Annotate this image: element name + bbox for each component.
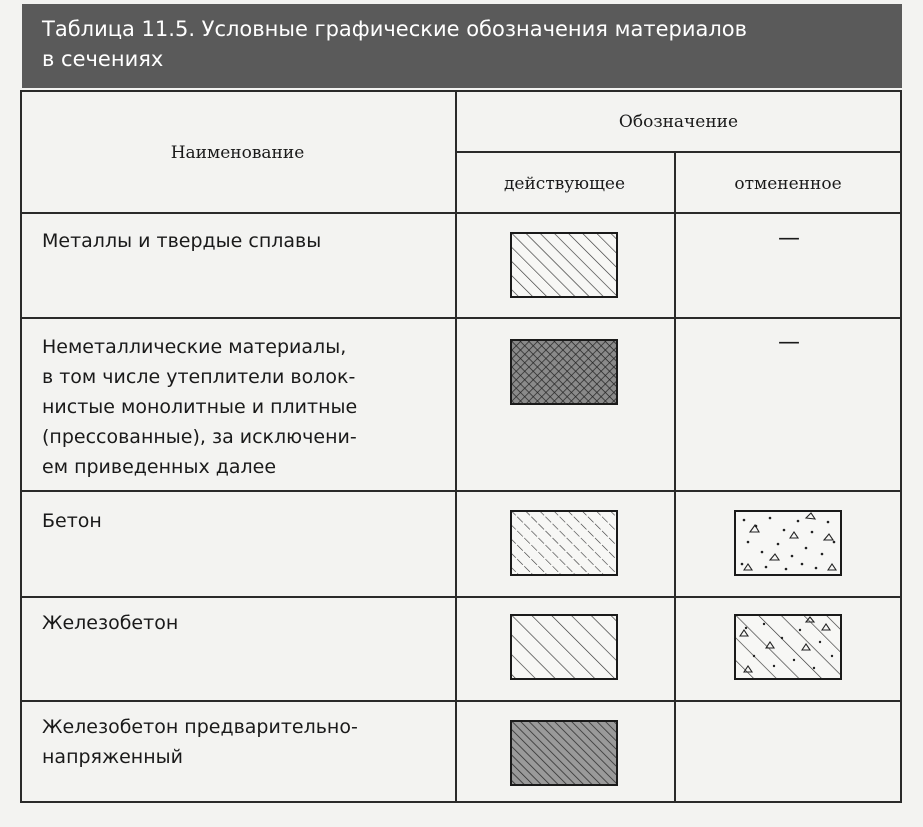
- header-subdivider: [455, 151, 902, 153]
- dots-swatch-concrete-cancelled: [734, 510, 842, 576]
- dots-triangles-pattern: [736, 512, 840, 574]
- row-2-line-5: ем приведенных далее: [42, 456, 277, 478]
- row-divider-4: [20, 700, 902, 702]
- hatch-dots-triangles-pattern: [736, 616, 840, 678]
- wide-hatch-pattern: [512, 616, 616, 678]
- header-designation: Обозначение: [618, 112, 739, 132]
- hatch-swatch-metals: [510, 232, 618, 298]
- hatch-swatch-concrete: [510, 510, 618, 576]
- row-divider-3: [20, 596, 902, 598]
- row-5-line-1: Железобетон предварительно-: [42, 716, 358, 738]
- row-2-line-1: Неметаллические материалы,: [42, 336, 347, 358]
- row-2-line-4: (прессованные), за исключени-: [42, 426, 357, 448]
- header-cancelled: отмененное: [734, 174, 842, 194]
- row-1-line-1: Металлы и твердые сплавы: [42, 230, 322, 252]
- row-2-line-2: в том числе утеплители волок-: [42, 366, 356, 388]
- cancelled-none-row-2: —: [778, 330, 800, 355]
- caption-line-2: в сечениях: [42, 47, 164, 71]
- hatch-dots-swatch-reinforced-cancelled: [734, 614, 842, 680]
- header-name: Наименование: [170, 143, 305, 163]
- row-2-line-3: нистые монолитные и плитные: [42, 396, 358, 418]
- column-divider-sub: [674, 151, 676, 803]
- hatch-swatch-prestressed: [510, 720, 618, 786]
- dashed-hatch-pattern: [512, 512, 616, 574]
- table-caption: [22, 4, 902, 88]
- row-5-line-2: напряженный: [42, 746, 183, 768]
- row-5-name: [42, 712, 358, 772]
- row-3-line-1: Бетон: [42, 510, 102, 532]
- cancelled-none-row-1: —: [778, 226, 800, 251]
- hatch-pattern: [512, 234, 616, 296]
- row-divider-2: [20, 490, 902, 492]
- header-current: действующее: [503, 174, 626, 194]
- row-3-name: [42, 506, 102, 536]
- row-divider-1: [20, 317, 902, 319]
- dense-hatch-pattern: [512, 722, 616, 784]
- row-divider-header: [20, 212, 902, 214]
- caption-line-1: Таблица 11.5. Условные графические обозначения материалов: [42, 17, 747, 41]
- row-1-name: [42, 226, 321, 256]
- row-4-line-1: Железобетон: [42, 612, 179, 634]
- crosshatch-pattern: [512, 341, 616, 403]
- row-4-name: [42, 608, 178, 638]
- hatch-swatch-reinforced: [510, 614, 618, 680]
- row-2-name: [42, 332, 357, 482]
- column-divider-main: [455, 90, 457, 803]
- crosshatch-swatch-nonmetals: [510, 339, 618, 405]
